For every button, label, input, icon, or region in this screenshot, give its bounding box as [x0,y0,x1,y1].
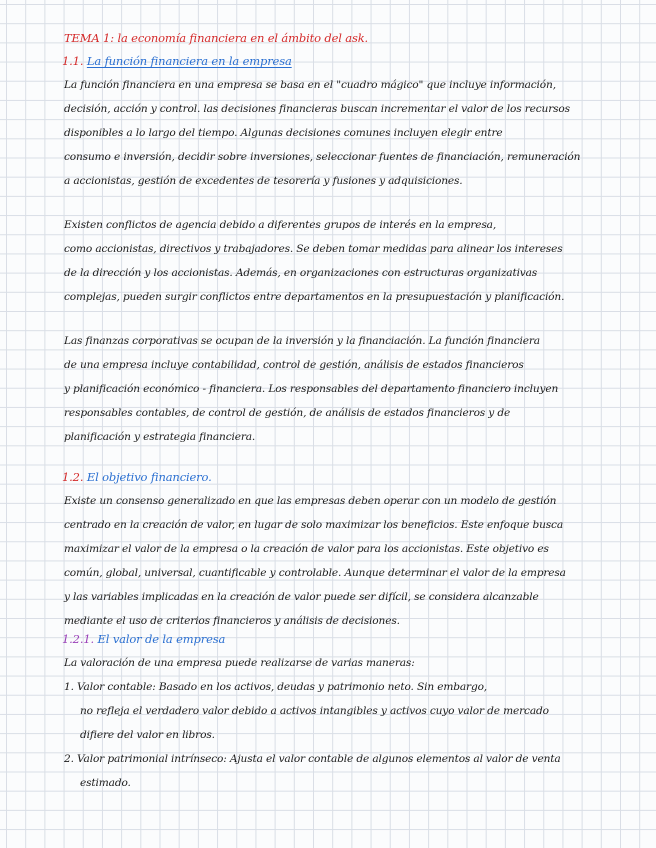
text-line: a accionistas, gestión de excedentes de tesorería y fusiones y adquisiciones. [64,175,463,187]
text-line: disponibles a lo largo del tiempo. Algunas decisiones comunes incluyen elegir entre [64,127,503,139]
text-line: La función financiera en una empresa se basa en el "cuadro mágico" que incluye información, [64,79,556,91]
text-line: difiere del valor en libros. [80,729,215,741]
text-line: complejas, pueden surgir conflictos entre departamentos en la presupuestación y planificación. [64,291,565,303]
text-line: decisión, acción y control. las decisiones financieras buscan incrementar el valor de los recursos [64,103,570,115]
text-line: La valoración de una empresa puede realizarse de varias maneras: [64,657,415,669]
text-line: Las finanzas corporativas se ocupan de la inversión y la financiación. La función financiera [64,335,540,347]
section-number: 1.2. [62,470,84,484]
text-line: estimado. [80,777,131,789]
section-number: 1.1. [62,54,84,68]
text-line: Existen conflictos de agencia debido a diferentes grupos de interés en la empresa, [64,219,497,231]
text-line: y las variables implicadas en la creación de valor puede ser difícil, se considera alcanzable [64,591,539,603]
section-1-2-heading [62,470,212,484]
section-number: 1.2.1. [62,632,95,646]
text-line: consumo e inversión, decidir sobre inversiones, seleccionar fuentes de financiación, remuneración [64,151,581,163]
section-1-2-1-heading [62,632,225,646]
section-title: El objetivo financiero. [86,470,212,484]
list-item: 1. Valor contable: Basado en los activos, deudas y patrimonio neto. Sin embargo, [64,681,488,693]
list-item: 2. Valor patrimonial intrínseco: Ajusta el valor contable de algunos elementos al valor de venta [64,753,561,765]
text-line: de la dirección y los accionistas. Además, en organizaciones con estructuras organizativas [64,267,538,279]
text-line: maximizar el valor de la empresa o la creación de valor para los accionistas. Este objetivo es [64,543,549,555]
text-line: responsables contables, de control de gestión, de análisis de estados financieros y de [64,407,511,419]
page-title: TEMA 1: la economía financiera en el ámbito del ask. [64,31,369,45]
text-line: como accionistas, directivos y trabajadores. Se deben tomar medidas para alinear los intereses [64,243,563,255]
text-line: no refleja el verdadero valor debido a activos intangibles y activos cuyo valor de mercado [80,705,549,717]
section-1-1-heading [62,54,292,68]
text-line: mediante el uso de criterios financieros y análisis de decisiones. [64,615,400,627]
text-line: centrado en la creación de valor, en lugar de solo maximizar los beneficios. Este enfoque busca [64,519,563,531]
section-title: El valor de la empresa [97,632,226,646]
text-line: planificación y estrategia financiera. [64,431,256,443]
text-line: común, global, universal, cuantificable y controlable. Aunque determinar el valor de la empresa [64,567,566,579]
text-line: de una empresa incluye contabilidad, control de gestión, análisis de estados financieros [64,359,524,371]
section-title: La función financiera en la empresa [86,54,292,68]
text-line: y planificación económico - financiera. Los responsables del departamento financiero incluyen [64,383,559,395]
text-line: Existe un consenso generalizado en que las empresas deben operar con un modelo de gestión [64,495,557,507]
